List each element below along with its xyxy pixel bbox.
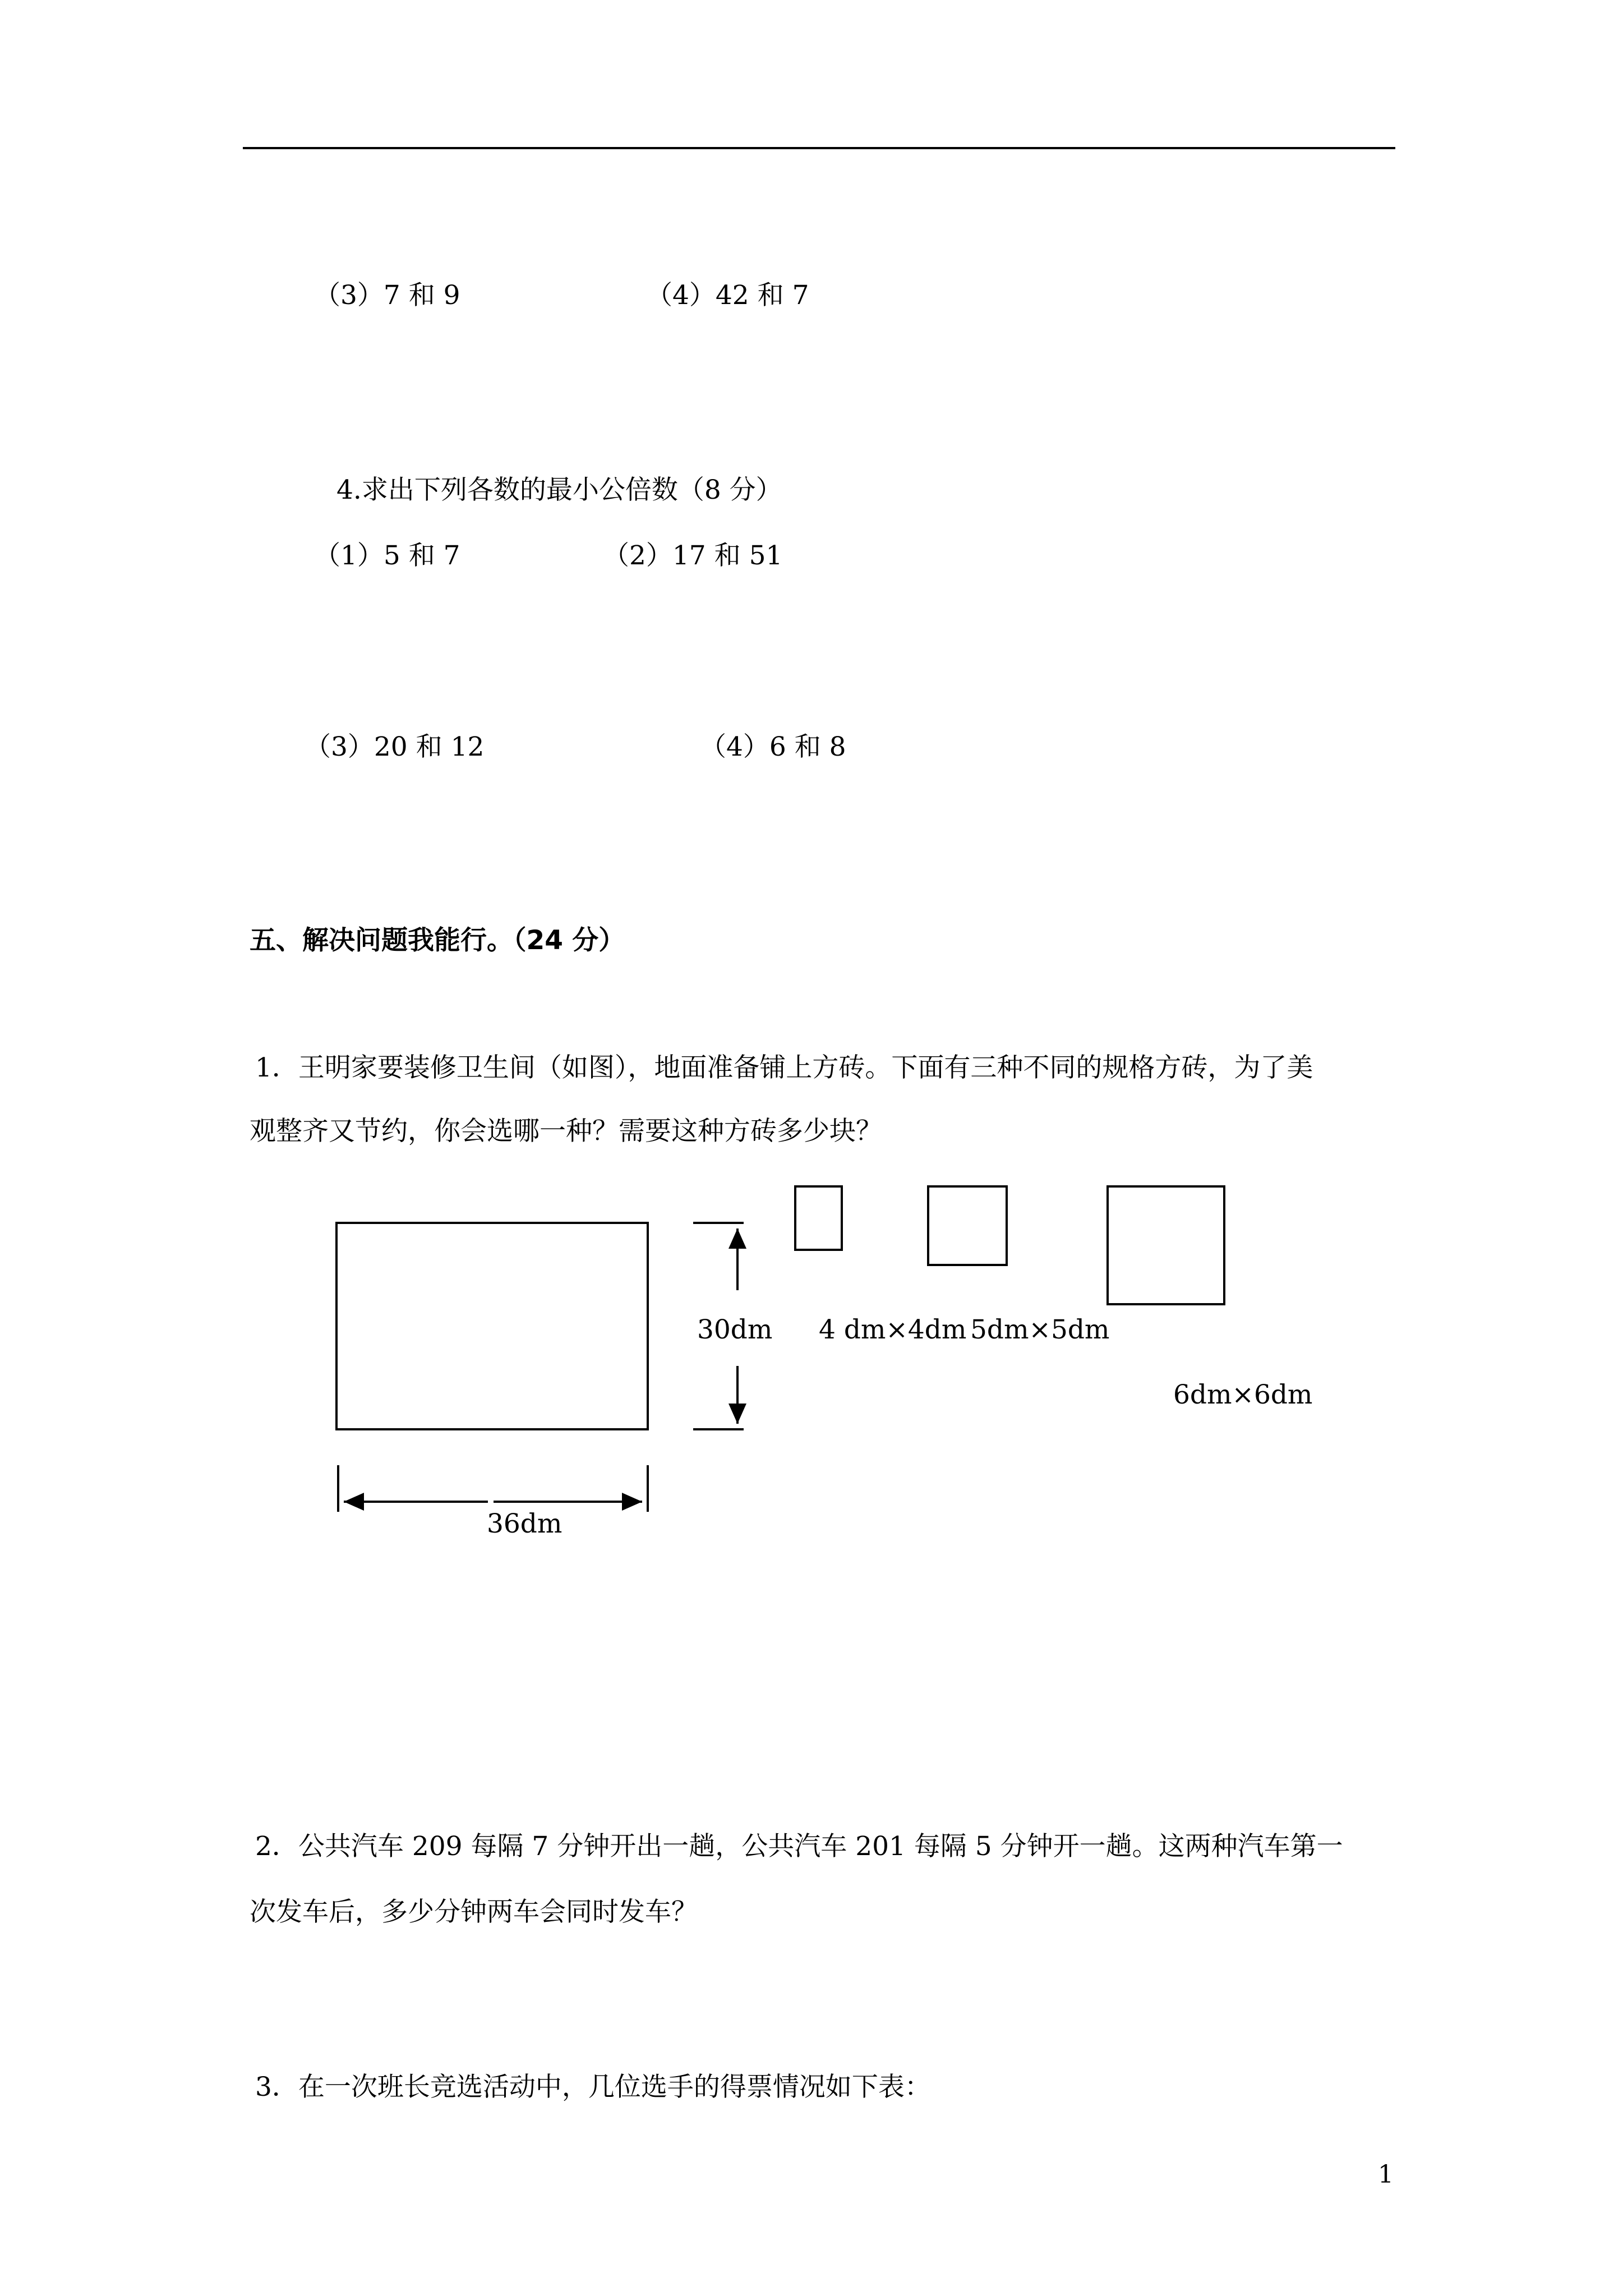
q3-item-4: （4）42 和 7 [646, 280, 809, 311]
q4-title: 4.求出下列各数的最小公倍数（8 分） [336, 475, 782, 505]
section-5-heading: 五、解决问题我能行。（24 分） [250, 925, 625, 956]
q4-item-1: （1）5 和 7 [314, 540, 460, 571]
height-label: 30dm [697, 1314, 773, 1345]
tile-5dm-label: 5dm×5dm [970, 1314, 1110, 1345]
tile-4dm-label: 4 dm×4dm [819, 1314, 967, 1345]
tile-6dm [1108, 1186, 1224, 1304]
page-number: 1 [1378, 2160, 1394, 2189]
problem-3-line-1: 3．在一次班长竞选活动中，几位选手的得票情况如下表： [255, 2072, 931, 2102]
width-label: 36dm [487, 1508, 562, 1539]
q4-item-2: （2）17 和 51 [603, 540, 783, 571]
problem-1-line-1: 1．王明家要装修卫生间（如图），地面准备铺上方砖。下面有三种不同的规格方砖，为了美 [255, 1052, 1313, 1083]
problem-2-line-2: 次发车后，多少分钟两车会同时发车？ [250, 1897, 698, 1927]
q4-item-4: （4）6 和 8 [700, 731, 846, 762]
tile-6dm-label: 6dm×6dm [1173, 1379, 1313, 1410]
problem-1-line-2: 观整齐又节约，你会选哪一种？需要这种方砖多少块？ [250, 1116, 882, 1147]
bathroom-floor-rect [336, 1223, 648, 1429]
tile-4dm [795, 1186, 842, 1250]
q4-item-3: （3）20 和 12 [305, 731, 485, 762]
q3-item-3: （3）7 和 9 [314, 280, 460, 311]
problem-2-line-1: 2．公共汽车 209 每隔 7 分钟开出一趟，公共汽车 201 每隔 5 分钟开一趟。这两种汽车第一 [255, 1831, 1343, 1862]
tile-5dm [928, 1186, 1007, 1265]
